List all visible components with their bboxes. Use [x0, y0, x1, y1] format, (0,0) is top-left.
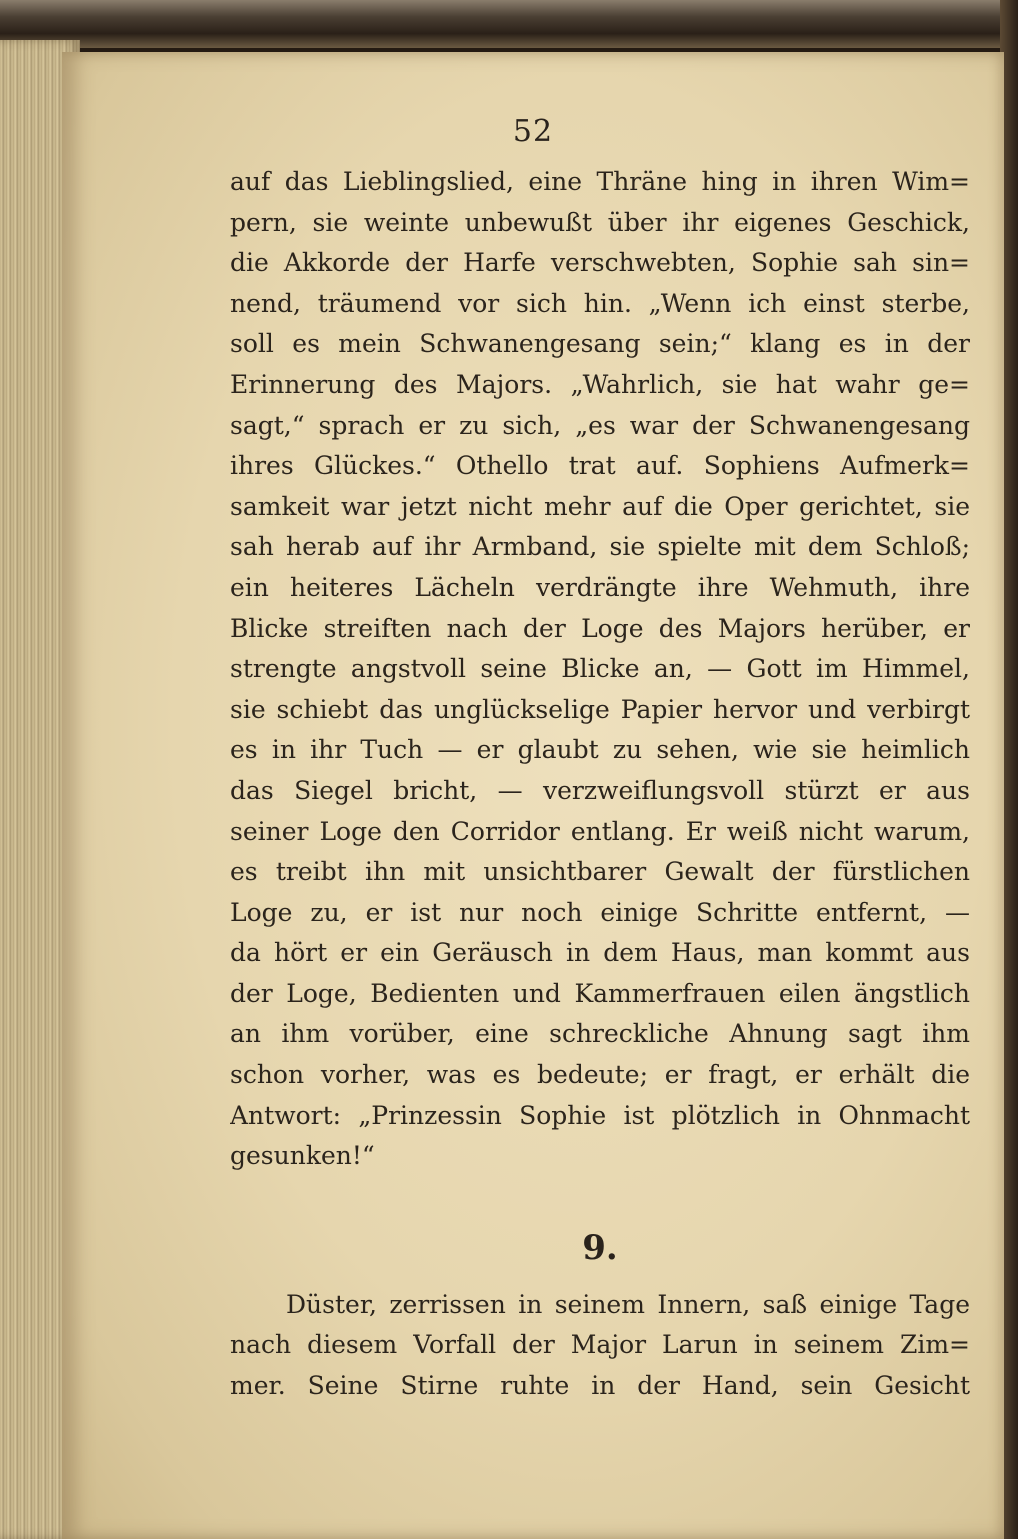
text-line: strengte angstvoll seine Blicke an, — Gott im Himmel,	[230, 654, 970, 684]
paragraph-2	[230, 1285, 970, 1407]
text-line: das Siegel bricht, — verzweiflungsvoll stürzt er aus	[230, 775, 970, 805]
chapter-number: 9.	[582, 1227, 618, 1268]
text-line: die Akkorde der Harfe verschwebten, Sophie sah sin=	[230, 248, 970, 278]
text-line: samkeit war jetzt nicht mehr auf die Oper gerichtet, sie	[230, 491, 970, 521]
text-line: soll es mein Schwanengesang sein;“ klang es in der	[230, 329, 970, 359]
text-line: auf das Lieblingslied, eine Thräne hing in ihren Wim=	[230, 167, 970, 196]
text-line: seiner Loge den Corridor entlang. Er weiß nicht warum,	[230, 816, 970, 846]
text-line: Antwort: „Prinzessin Sophie ist plötzlich in Ohnmacht	[230, 1100, 970, 1130]
book-cover-top-edge	[0, 0, 1018, 48]
text-line: Düster, zerrissen in seinem Innern, saß einige Tage	[286, 1289, 970, 1319]
text-line: Loge zu, er ist nur noch einige Schritte entfernt, —	[230, 897, 970, 927]
text-line: pern, sie weinte unbewußt über ihr eigenes Geschick,	[230, 207, 970, 237]
text-line: ein heiteres Lächeln verdrängte ihre Wehmuth, ihre	[230, 572, 970, 602]
text-line: mer. Seine Stirne ruhte in der Hand, sein Gesicht	[230, 1371, 970, 1401]
text-line: es in ihr Tuch — er glaubt zu sehen, wie sie heimlich	[230, 735, 970, 765]
text-line: es treibt ihn mit unsichtbarer Gewalt der fürstlichen	[230, 857, 970, 887]
text-line: da hört er ein Geräusch in dem Haus, man kommt aus	[230, 938, 970, 968]
text-line: nend, träumend vor sich hin. „Wenn ich einst sterbe,	[230, 288, 970, 318]
text-line: nach diesem Vorfall der Major Larun in seinem Zim=	[230, 1330, 970, 1360]
text-line: ihres Glückes.“ Othello trat auf. Sophiens Aufmerk=	[230, 451, 970, 481]
text-line: schon vorher, was es bedeute; er fragt, er erhält die	[230, 1060, 970, 1090]
page-text	[230, 162, 970, 1407]
text-line: sie schiebt das unglückselige Papier hervor und verbirgt	[230, 694, 970, 724]
paragraph-1	[230, 162, 970, 1177]
text-line: sagt,“ sprach er zu sich, „es war der Schwanengesang	[230, 410, 970, 440]
text-line: Erinnerung des Majors. „Wahrlich, sie hat wahr ge=	[230, 369, 970, 399]
text-line: der Loge, Bedienten und Kammerfrauen eilen ängstlich	[230, 978, 970, 1008]
text-line: gesunken!“	[230, 1141, 375, 1171]
text-line: Blicke streiften nach der Loge des Majors herüber, er	[230, 613, 970, 643]
page-number: 52	[512, 114, 554, 149]
text-line: an ihm vorüber, eine schreckliche Ahnung sagt ihm	[230, 1019, 970, 1049]
book-page	[62, 52, 1004, 1539]
text-line: sah herab auf ihr Armband, sie spielte mit dem Schloß;	[230, 532, 970, 562]
